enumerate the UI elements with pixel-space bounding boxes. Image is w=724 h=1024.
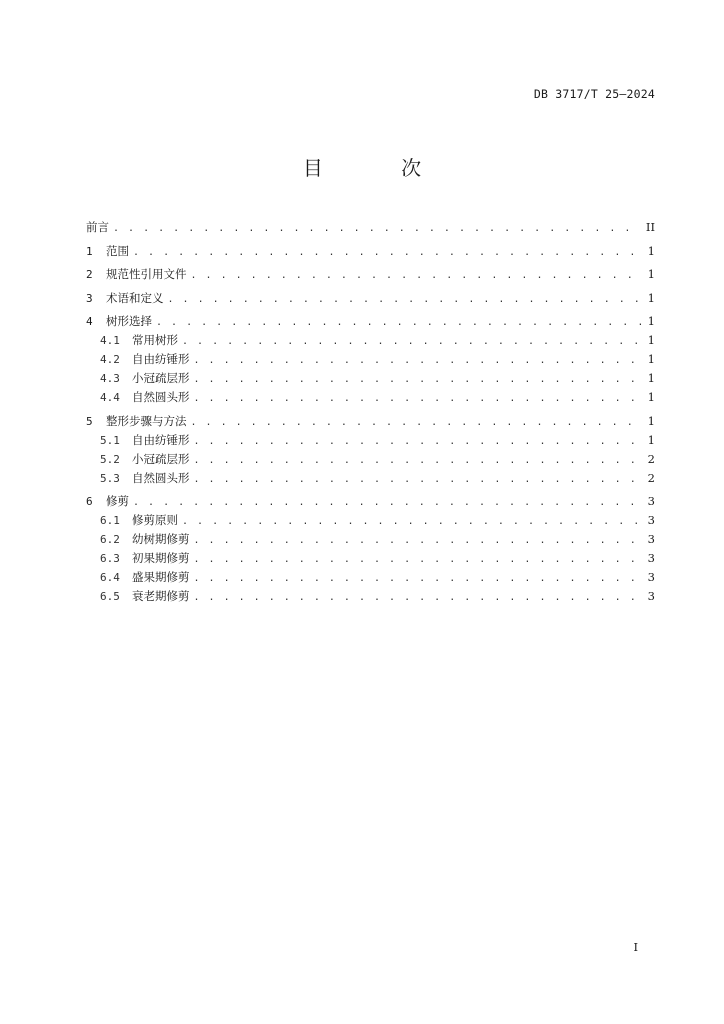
toc-entry[interactable] bbox=[86, 469, 655, 488]
toc-entry-number: 6.3 bbox=[100, 552, 120, 565]
toc-entry-page: 3 bbox=[647, 513, 655, 527]
toc-entry-title: 整形步骤与方法 bbox=[106, 413, 187, 428]
toc-entry-title: 小冠疏层形 bbox=[132, 371, 190, 385]
toc-entry-number: 2 bbox=[86, 268, 93, 281]
dot-leader bbox=[194, 470, 642, 489]
toc-entry-page: 1 bbox=[647, 390, 655, 404]
dot-leader bbox=[182, 512, 642, 531]
toc-entry-title: 小冠疏层形 bbox=[132, 451, 190, 466]
toc-entry[interactable] bbox=[86, 331, 655, 350]
dot-leader bbox=[133, 243, 642, 262]
dot-leader bbox=[194, 531, 642, 550]
toc-entry-number: 4.2 bbox=[100, 353, 120, 366]
toc-entry-title: 衰老期修剪 bbox=[132, 589, 190, 603]
toc-entry[interactable] bbox=[86, 587, 655, 606]
toc-entry-page: 1 bbox=[647, 290, 655, 305]
toc-entry-title: 范围 bbox=[106, 243, 129, 258]
toc-entry[interactable] bbox=[86, 289, 655, 308]
toc-entry-page: 1 bbox=[647, 333, 655, 347]
dot-leader bbox=[194, 588, 642, 607]
toc-entry-title: 幼树期修剪 bbox=[132, 532, 190, 546]
dot-leader bbox=[194, 389, 642, 408]
toc-entry[interactable] bbox=[86, 218, 655, 237]
toc-entry[interactable] bbox=[86, 431, 655, 450]
toc-entry[interactable] bbox=[86, 568, 655, 587]
toc-entry-number: 5.1 bbox=[100, 433, 120, 447]
toc-entry[interactable] bbox=[86, 412, 655, 431]
toc-entry[interactable] bbox=[86, 530, 655, 549]
toc-entry-number: 4.3 bbox=[100, 372, 120, 385]
toc-entry-page: 1 bbox=[647, 413, 655, 428]
toc-entry-page: 1 bbox=[647, 314, 655, 328]
dot-leader bbox=[194, 370, 642, 389]
toc-entry-number: 5.3 bbox=[100, 471, 120, 485]
toc-entry-page: 3 bbox=[647, 589, 655, 603]
toc-entry-title: 自由纺锤形 bbox=[132, 432, 190, 447]
toc-entry[interactable] bbox=[86, 511, 655, 530]
toc-entry-page: 3 bbox=[647, 532, 655, 546]
toc-entry-page: 1 bbox=[647, 371, 655, 385]
toc-entry-title: 常用树形 bbox=[132, 333, 178, 347]
toc-entry[interactable] bbox=[86, 265, 655, 284]
toc-entry-title: 树形选择 bbox=[106, 314, 152, 328]
toc-entry-title: 前言 bbox=[86, 220, 109, 234]
toc-entry-number: 3 bbox=[86, 291, 93, 305]
table-of-contents bbox=[86, 218, 655, 606]
toc-entry-page: 1 bbox=[647, 267, 655, 281]
toc-entry[interactable] bbox=[86, 312, 655, 331]
toc-entry-title: 盛果期修剪 bbox=[132, 570, 190, 584]
dot-leader bbox=[194, 550, 642, 569]
toc-entry[interactable] bbox=[86, 369, 655, 388]
dot-leader bbox=[113, 219, 640, 238]
toc-entry-page: 2 bbox=[647, 451, 655, 466]
dot-leader bbox=[191, 413, 642, 432]
toc-entry-number: 4.1 bbox=[100, 334, 120, 347]
toc-entry-title: 初果期修剪 bbox=[132, 551, 190, 565]
toc-entry-number: 5 bbox=[86, 414, 93, 428]
toc-entry-title: 修剪 bbox=[106, 494, 129, 508]
toc-entry-number: 6 bbox=[86, 495, 93, 508]
toc-entry-number: 6.2 bbox=[100, 533, 120, 546]
toc-entry-number: 4.4 bbox=[100, 391, 120, 404]
toc-entry-number: 5.2 bbox=[100, 452, 120, 466]
toc-entry-title: 术语和定义 bbox=[106, 290, 164, 305]
dot-leader bbox=[182, 332, 642, 351]
toc-entry[interactable] bbox=[86, 388, 655, 407]
toc-entry-page: 1 bbox=[647, 243, 655, 258]
toc-entry-page: 3 bbox=[647, 494, 655, 508]
toc-entry-page: 1 bbox=[647, 352, 655, 366]
toc-entry-page: 1 bbox=[647, 432, 655, 447]
toc-entry-title: 自由纺锤形 bbox=[132, 352, 190, 366]
toc-entry[interactable] bbox=[86, 242, 655, 261]
toc-entry-page: 2 bbox=[647, 470, 655, 485]
toc-entry-number: 6.4 bbox=[100, 571, 120, 584]
toc-entry[interactable] bbox=[86, 492, 655, 511]
toc-entry-number: 1 bbox=[86, 244, 93, 258]
standard-code: DB 3717/T 25—2024 bbox=[533, 87, 655, 101]
dot-leader bbox=[156, 313, 642, 332]
toc-entry-number: 6.1 bbox=[100, 514, 120, 527]
dot-leader bbox=[194, 451, 642, 470]
page-number: I bbox=[633, 940, 638, 954]
dot-leader bbox=[194, 432, 642, 451]
toc-entry-title: 修剪原则 bbox=[132, 513, 178, 527]
toc-entry-title: 自然圆头形 bbox=[132, 390, 190, 404]
toc-entry-title: 规范性引用文件 bbox=[106, 267, 187, 281]
dot-leader bbox=[168, 290, 642, 309]
dot-leader bbox=[194, 351, 642, 370]
dot-leader bbox=[194, 569, 642, 588]
toc-entry[interactable] bbox=[86, 450, 655, 469]
toc-entry[interactable] bbox=[86, 350, 655, 369]
toc-entry-number: 4 bbox=[86, 315, 93, 328]
toc-entry-page: II bbox=[645, 220, 655, 234]
toc-entry-page: 3 bbox=[647, 551, 655, 565]
toc-entry-number: 6.5 bbox=[100, 590, 120, 603]
dot-leader bbox=[191, 266, 642, 285]
toc-entry[interactable] bbox=[86, 549, 655, 568]
dot-leader bbox=[133, 493, 642, 512]
toc-entry-title: 自然圆头形 bbox=[132, 470, 190, 485]
toc-title: 目 次 bbox=[302, 156, 458, 180]
toc-entry-page: 3 bbox=[647, 570, 655, 584]
